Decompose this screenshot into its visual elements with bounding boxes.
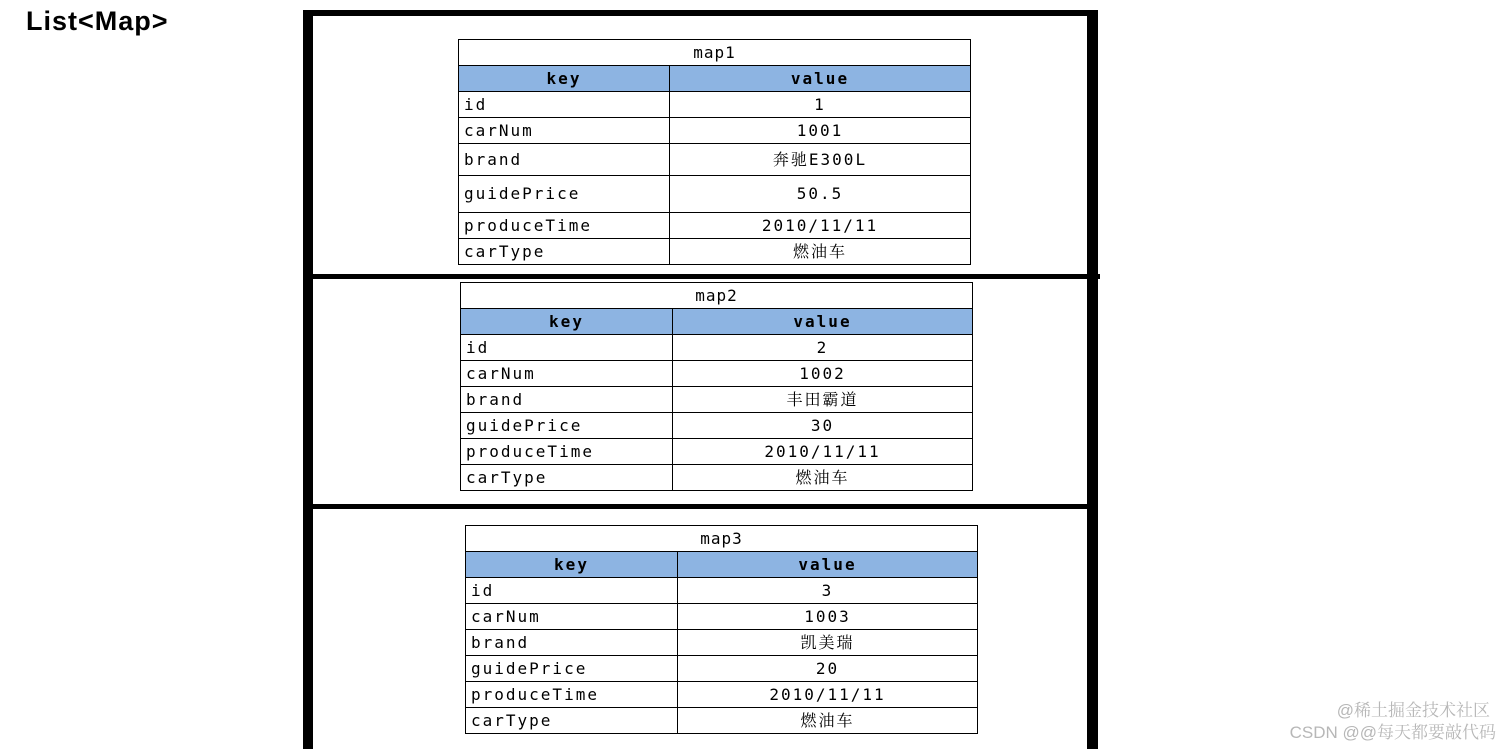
key-cell: brand <box>461 387 673 413</box>
key-cell: carNum <box>459 118 670 144</box>
key-cell: guidePrice <box>461 413 673 439</box>
table-row <box>461 335 973 361</box>
value-column-header: value <box>678 552 978 578</box>
table-row <box>466 682 978 708</box>
table-row <box>459 213 971 239</box>
value-cell: 燃油车 <box>670 239 971 265</box>
value-cell: 凯美瑞 <box>678 630 978 656</box>
key-cell: id <box>466 578 678 604</box>
list-border-left <box>303 10 313 749</box>
key-cell: carNum <box>466 604 678 630</box>
value-cell: 20 <box>678 656 978 682</box>
list-border-right <box>1087 10 1098 749</box>
table-row <box>466 630 978 656</box>
watermark-line-2: CSDN @@每天都要敲代码 <box>1289 723 1496 742</box>
list-divider <box>303 504 1098 509</box>
table-row <box>466 656 978 682</box>
table-row <box>466 578 978 604</box>
table-row <box>459 92 971 118</box>
value-cell: 1001 <box>670 118 971 144</box>
value-cell: 丰田霸道 <box>673 387 973 413</box>
map-caption: map1 <box>459 40 971 66</box>
map-caption: map3 <box>466 526 978 552</box>
value-cell: 30 <box>673 413 973 439</box>
value-cell: 奔驰E300L <box>670 144 971 176</box>
key-cell: guidePrice <box>459 176 670 213</box>
value-column-header: value <box>670 66 971 92</box>
table-row <box>459 239 971 265</box>
key-cell: brand <box>459 144 670 176</box>
key-cell: produceTime <box>466 682 678 708</box>
key-column-header: key <box>466 552 678 578</box>
key-cell: carType <box>461 465 673 491</box>
value-cell: 1003 <box>678 604 978 630</box>
value-cell: 燃油车 <box>678 708 978 734</box>
key-cell: guidePrice <box>466 656 678 682</box>
value-cell: 1002 <box>673 361 973 387</box>
map-table-map1 <box>458 39 971 265</box>
watermark <box>1289 701 1496 743</box>
key-cell: carType <box>459 239 670 265</box>
map-caption: map2 <box>461 283 973 309</box>
key-cell: produceTime <box>459 213 670 239</box>
list-divider <box>303 274 1100 279</box>
map-table-map3 <box>465 525 978 734</box>
key-cell: carType <box>466 708 678 734</box>
table-row <box>466 708 978 734</box>
table-row <box>461 387 973 413</box>
table-row <box>459 118 971 144</box>
value-cell: 3 <box>678 578 978 604</box>
table-row <box>461 439 973 465</box>
value-cell: 2010/11/11 <box>678 682 978 708</box>
table-row <box>466 604 978 630</box>
value-cell: 2 <box>673 335 973 361</box>
value-cell: 1 <box>670 92 971 118</box>
key-column-header: key <box>459 66 670 92</box>
table-row <box>461 361 973 387</box>
value-cell: 2010/11/11 <box>673 439 973 465</box>
list-border-top <box>303 10 1098 16</box>
value-cell: 2010/11/11 <box>670 213 971 239</box>
map-table-map2 <box>460 282 973 491</box>
value-cell: 燃油车 <box>673 465 973 491</box>
value-column-header: value <box>673 309 973 335</box>
key-cell: produceTime <box>461 439 673 465</box>
page-title: List<Map> <box>26 6 169 36</box>
key-cell: id <box>459 92 670 118</box>
table-row <box>459 144 971 176</box>
key-cell: id <box>461 335 673 361</box>
table-row <box>461 413 973 439</box>
table-row <box>459 176 971 213</box>
key-cell: carNum <box>461 361 673 387</box>
key-cell: brand <box>466 630 678 656</box>
key-column-header: key <box>461 309 673 335</box>
watermark-line-1: @稀土掘金技术社区 <box>1336 701 1490 720</box>
table-row <box>461 465 973 491</box>
value-cell: 50.5 <box>670 176 971 213</box>
